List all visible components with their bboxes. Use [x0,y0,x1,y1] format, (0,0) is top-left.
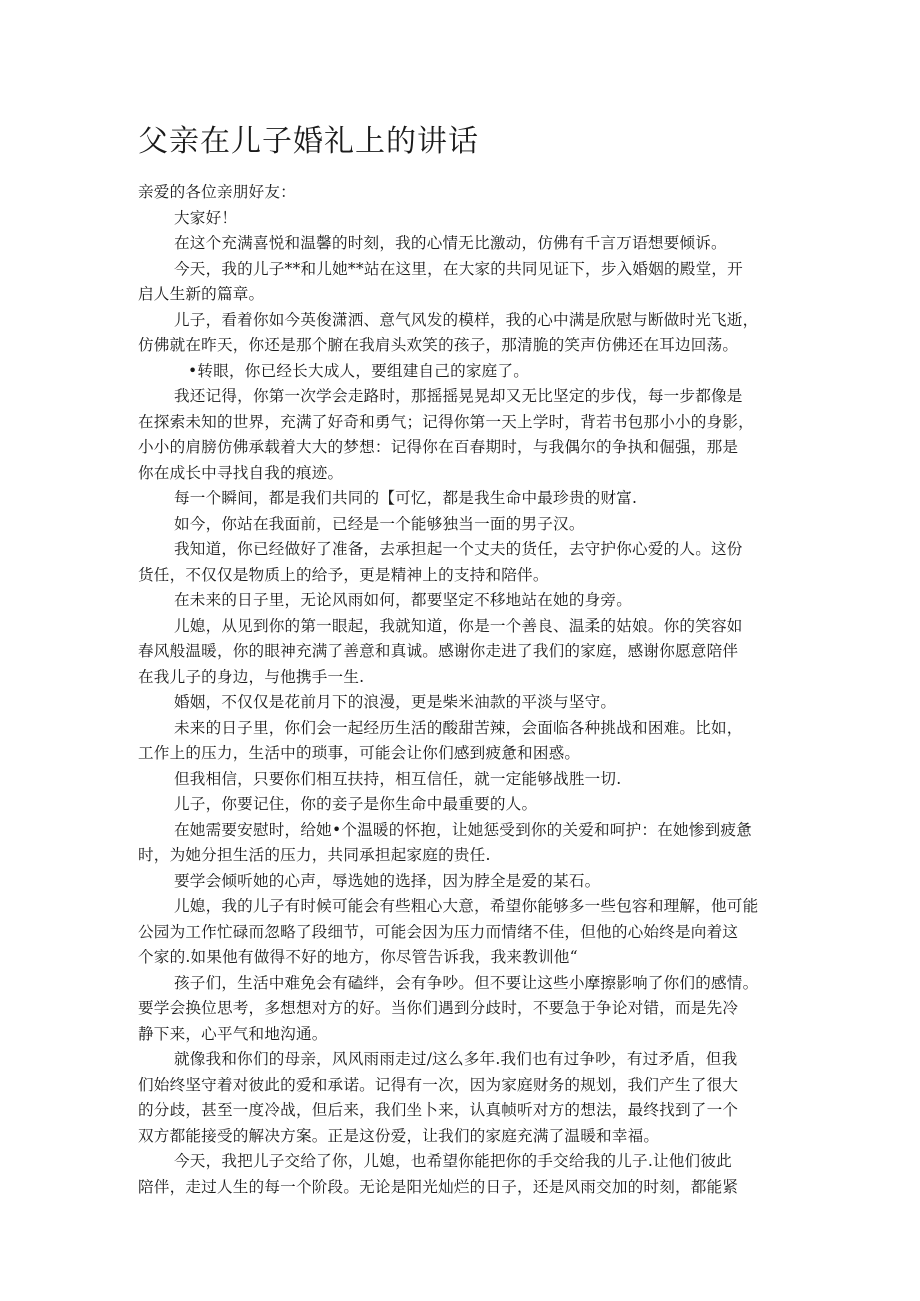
text-line: •转眼，你已经长大成人，要组建自己的家庭了。 [188,361,530,380]
text-line: 孩子们，生活中难免会有磕绊，会有争吵。但不要让这些小摩擦影响了你们的感情。 [174,973,759,992]
text-line: 启人生新的篇章。 [138,285,265,303]
text-line: 今天，我把儿子交给了你，儿媳，也希望你能把你的手交给我的儿子.让他们彼此 [174,1152,732,1170]
text-line: 仿佛就在昨天，你还是那个腑在我肩头欢笑的孩子，那清脆的笑声仿佛还在耳边回荡。 [138,336,739,354]
text-line: 但我相信，只要你们相互扶持，相互信任，就一定能够战胜一切. [174,769,622,788]
text-line: 公园为工作忙碌而忽略了段细节，可能会因为压力而情绪不佳，但他的心始终是向着这 [138,922,739,941]
text-line: 你在成长中寻找自我的痕迹。 [138,463,344,482]
text-line: 陪伴，走过人生的每一个阶段。无论是阳光灿烂的日子，还是风雨交加的时刻，都能紧 [138,1177,739,1196]
text-line: 儿媳，从见到你的第一眼起，我就知道，你是一个善良、温柔的姑娘。你的笑容如 [174,616,743,635]
text-line: 每一个瞬间，都是我们共同的【可忆，都是我生命中最珍贵的财富. [174,489,638,507]
text-line: 要学会倾听她的心声，辱选她的选择，因为脖全是爱的某石。 [174,871,601,890]
text-line: 春风般温暖，你的眼神充满了善意和真诚。感谢你走进了我们的家庭，感谢你愿意陪伴 [138,642,739,660]
document-title: 父亲在儿子婚礼上的讲话 [138,124,479,159]
text-line: 我知道，你已经做好了准备，去承担起一个丈夫的货任，去守护你心爱的人。这份 [174,540,743,558]
text-line: 如今，你站在我面前，已经是一个能够独当一面的男子汉。 [174,514,585,533]
text-line: 货任，不仅仅是物质上的给予，更是精神上的支持和陪伴。 [138,565,549,584]
text-line: 工作上的压力，生活中的琐事，可能会让你们感到疲惫和困惑。 [138,744,581,762]
text-line: 在这个充满喜悦和温馨的时刻，我的心情无比激动，仿佛有千言万语想要倾诉。 [174,234,727,252]
text-line: 儿媳，我的儿子有时候可能会有些粗心大意，希望你能够多一些包容和理解，他可能 [174,897,759,915]
text-line: 亲爱的各位亲朋好友： [138,183,296,201]
text-line: 个家的.如果他有做得不好的地方，你尽管告诉我，我来教训他“ [138,948,578,966]
text-line: 时，为她分担生活的压力，共同承担起家庭的贵任. [138,846,491,864]
text-line: 婚姻，不仅仅是花前月下的浪漫，更是柴米油款的平淡与坚守。 [174,693,617,711]
text-line: 今天，我的儿子**和儿她**站在这里，在大家的共同见证下，步入婚姻的殿堂，开 [174,259,743,278]
text-line: 未来的日子里，你们会一起经历生活的酸甜苦辣，会面临各种挑战和困难。比如， [174,718,743,737]
text-line: 在她需要安慰时，给她•个温暖的怀抱，让她惩受到你的关爱和呵护：在她惨到疲惫 [174,820,752,839]
text-line: 小小的肩膀仿佛承载着大大的梦想：记得你在百春期时，与我偶尔的争执和倔强，那是 [138,438,739,456]
text-line: 儿子，看着你如今英俊潇洒、意气风发的模样，我的心中满是欣慰与断做时光飞逝， [174,310,759,329]
text-line: 儿子，你要记住，你的妾子是你生命中最重要的人。 [174,795,538,813]
text-line: 在探索未知的世界，充满了好奇和勇气；记得你第一天上学时，背若书包那小小的身影， [138,412,754,431]
text-line: 就像我和你们的母亲，风风雨雨走过/这么多年.我们也有过争吵，有过矛盾，但我 [174,1050,738,1068]
text-line: 的分歧，甚至一度冷战，但后来，我们坐卜来，认真帧听对方的想法，最终找到了一个 [138,1101,739,1119]
document-body [138,180,788,1200]
text-line: 双方都能接受的解决方案。正是这份爱，让我们的家庭充满了温暖和幸福。 [138,1126,660,1145]
text-line: 大家好！ [174,208,238,227]
text-line: 要学会换位思考，多想想对方的好。当你们遇到分歧时，不要急于争论对错，而是先冷 [138,999,739,1017]
text-line: 在我儿子的身边，与他携手一生. [138,667,365,686]
text-line: 我还记得，你第一次学会走路时，那摇摇晃晃却又无比坚定的步伐，每一步都像是 [174,387,743,405]
text-line: 们始终坚守着对彼此的爱和承诺。记得有一次，因为家庭财务的规划，我们产生了很大 [138,1075,739,1094]
text-line: 在未来的日子里，无论风雨如何，都要坚定不移地站在她的身旁。 [174,591,633,609]
text-line: 静下来，心平气和地沟通。 [138,1024,328,1043]
